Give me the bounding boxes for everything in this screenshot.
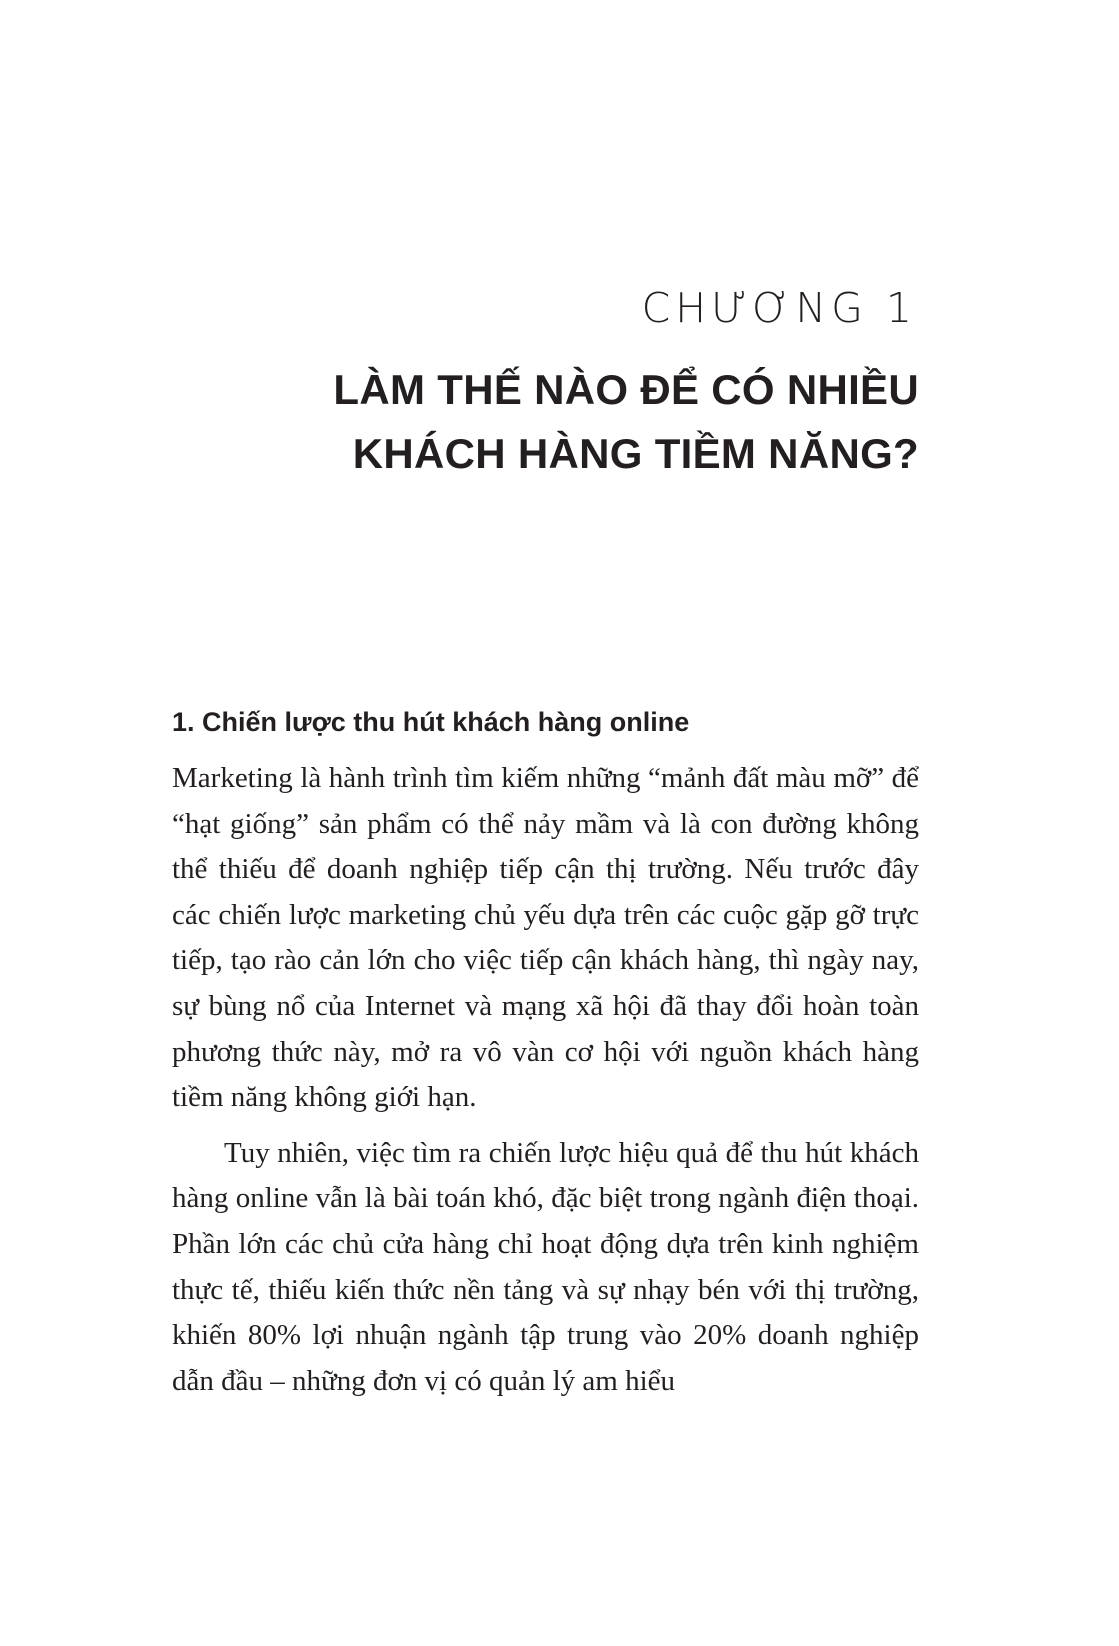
chapter-title-line-2: KHÁCH HÀNG TIỀM NĂNG? <box>352 430 919 477</box>
paragraph-2: Tuy nhiên, việc tìm ra chiến lược hiệu quả để thu hút khách hàng online vẫn là bài toán khó, đặc biệt trong ngành điện thoại. Phần lớn các chủ cửa hàng chỉ hoạt động dựa trên kinh nghiệm thực tế, thiếu kiến thức nền tảng và sự nhạy bén với thị trường, khiến 80% lợi nhuận ngành tập trung vào 20% doanh nghiệp dẫn đầu – những đơn vị có quản lý am hiểu <box>172 1136 919 1397</box>
chapter-title <box>159 358 919 486</box>
section-heading: 1. Chiến lược thu hút khách hàng online <box>172 707 690 737</box>
chapter-title-line-1: LÀM THẾ NÀO ĐỂ CÓ NHIỀU <box>333 366 919 413</box>
section-content <box>172 700 919 1404</box>
chapter-label: CHƯƠNG 1 <box>641 284 917 332</box>
paragraph-1: Marketing là hành trình tìm kiếm những “mảnh đất màu mỡ” để “hạt giống” sản phẩm có thể nảy mầm và là con đường không thể thiếu để doanh nghiệp tiếp cận thị trường. Nếu trước đây các chiến lược marketing chủ yếu dựa trên các cuộc gặp gỡ trực tiếp, tạo rào cản lớn cho việc tiếp cận khách hàng, thì ngày nay, sự bùng nổ của Internet và mạng xã hội đã thay đổi hoàn toàn phương thức này, mở ra vô vàn cơ hội với nguồn khách hàng tiềm năng không giới hạn. <box>172 762 919 1114</box>
chapter-header <box>159 282 919 486</box>
